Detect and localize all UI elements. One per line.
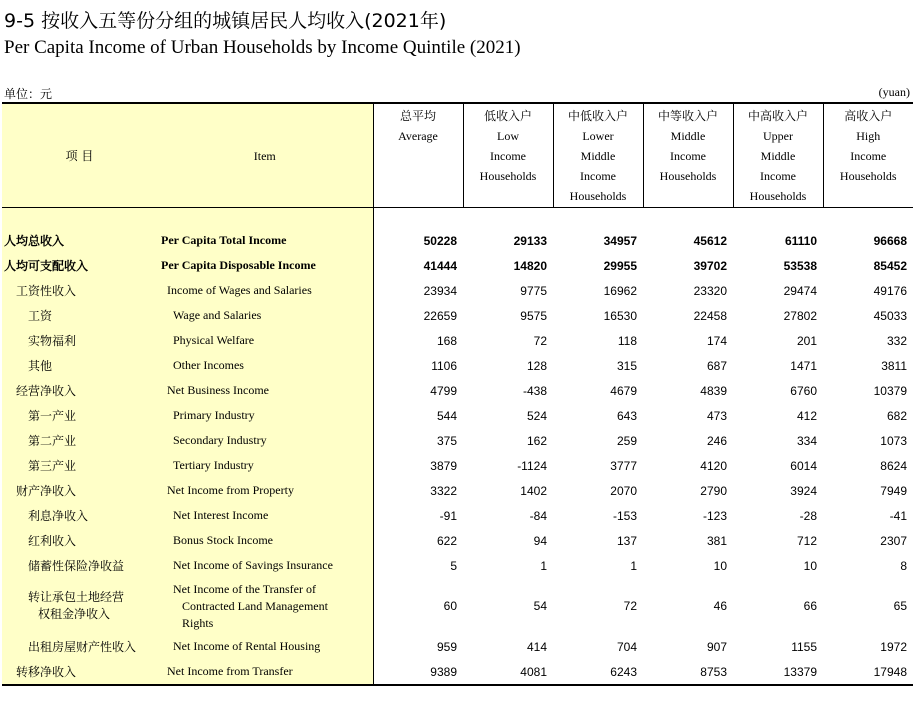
row-label-cn: 第一产业 xyxy=(2,403,157,428)
row-value: -153 xyxy=(612,508,637,523)
spacer-cell xyxy=(157,208,373,229)
unit-label-cn: 单位：元 xyxy=(4,87,53,101)
row-label-en: Other Incomes xyxy=(157,353,373,378)
header-lower-middle-income xyxy=(553,103,643,208)
row-value: 162 xyxy=(526,433,547,448)
row-label-cn: 利息净收入 xyxy=(2,503,157,528)
row-value: 34957 xyxy=(603,233,637,248)
row-value: -91 xyxy=(439,508,457,523)
table-row xyxy=(2,303,913,328)
row-label-en-line: Net Income of the Transfer of xyxy=(173,581,316,596)
row-value: 4679 xyxy=(610,383,637,398)
row-value: 201 xyxy=(796,333,817,348)
row-value: 4839 xyxy=(700,383,727,398)
header-item-en-text: Item xyxy=(253,149,276,163)
row-value: 712 xyxy=(796,533,817,548)
row-value: 412 xyxy=(796,408,817,423)
header-line: Households xyxy=(479,169,537,183)
table-row xyxy=(2,503,913,528)
row-value: 315 xyxy=(616,358,637,373)
row-value: 4120 xyxy=(700,458,727,473)
row-value: 524 xyxy=(526,408,547,423)
row-label-cn: 第二产业 xyxy=(2,428,157,453)
row-value: 1 xyxy=(630,558,637,573)
row-value: 8753 xyxy=(643,659,733,685)
table-row xyxy=(2,453,913,478)
row-label-cn xyxy=(2,578,157,634)
row-value: 1106 xyxy=(431,358,457,373)
row-value: 61110 xyxy=(784,233,817,248)
row-label-en: Bonus Stock Income xyxy=(157,528,373,553)
income-table xyxy=(2,102,913,686)
table-row xyxy=(2,659,913,685)
table-row xyxy=(2,478,913,503)
row-value: 259 xyxy=(616,433,637,448)
table-row xyxy=(2,253,913,278)
row-label-cn: 转移净收入 xyxy=(2,659,157,685)
row-label-cn: 出租房屋财产性收入 xyxy=(2,634,157,659)
table-row xyxy=(2,578,913,634)
row-value: 643 xyxy=(616,408,637,423)
row-value: 1073 xyxy=(880,433,907,448)
row-value: 381 xyxy=(706,533,727,548)
row-value: 2790 xyxy=(700,483,727,498)
header-line: Income xyxy=(850,149,887,163)
row-value: 3924 xyxy=(790,483,817,498)
row-value: 17948 xyxy=(823,659,913,685)
table-row xyxy=(2,403,913,428)
row-value: 94 xyxy=(533,533,547,548)
row-value: 13379 xyxy=(733,659,823,685)
row-value: 473 xyxy=(706,408,727,423)
header-line: 中低收入户 xyxy=(567,109,628,123)
row-value: 5 xyxy=(450,558,457,573)
row-value: 46 xyxy=(713,599,727,613)
row-value: 14820 xyxy=(513,258,547,273)
row-value: 3811 xyxy=(881,358,907,373)
header-line: 低收入户 xyxy=(483,109,532,123)
row-value: 3777 xyxy=(610,458,637,473)
row-label-en: Net Income from Property xyxy=(157,478,373,503)
row-value: 168 xyxy=(436,333,457,348)
row-value: 60 xyxy=(443,599,457,613)
row-value: 544 xyxy=(436,408,457,423)
row-value: 10 xyxy=(713,558,727,573)
row-value: 23934 xyxy=(423,283,457,298)
row-label-cn-line: 权租金净收入 xyxy=(38,607,111,621)
header-line: Households xyxy=(569,189,627,203)
row-value: -438 xyxy=(522,383,547,398)
row-label-cn: 红利收入 xyxy=(2,528,157,553)
row-label-cn: 储蓄性保险净收益 xyxy=(2,553,157,578)
row-value: 10379 xyxy=(873,383,907,398)
header-line: High xyxy=(856,129,881,143)
row-value: 85452 xyxy=(873,258,907,273)
row-value: 16962 xyxy=(603,283,637,298)
row-value: 3879 xyxy=(430,458,457,473)
row-value: 50228 xyxy=(423,233,457,248)
row-value: 29955 xyxy=(603,258,637,273)
row-label-en: Per Capita Disposable Income xyxy=(157,253,373,278)
row-label-en: Net Income of Rental Housing xyxy=(157,634,373,659)
row-value: 687 xyxy=(706,358,727,373)
table-row xyxy=(2,278,913,303)
header-high-income xyxy=(823,103,913,208)
unit-label-en: (yuan) xyxy=(878,85,910,99)
row-value: 9775 xyxy=(520,283,547,298)
row-value: -1124 xyxy=(517,458,547,473)
header-upper-middle-income xyxy=(733,103,823,208)
header-line: Low xyxy=(497,129,519,143)
row-value: 10 xyxy=(803,558,817,573)
row-label-cn: 工资 xyxy=(2,303,157,328)
row-value: 6014 xyxy=(790,458,817,473)
row-value: 1471 xyxy=(790,358,817,373)
header-line: Income xyxy=(490,149,526,163)
row-value: 72 xyxy=(623,599,637,613)
row-label-en: Per Capita Total Income xyxy=(157,228,373,253)
row-label-cn-line: 转让承包土地经营 xyxy=(28,590,125,604)
header-line: Lower xyxy=(582,129,614,143)
row-value: 9389 xyxy=(373,659,463,685)
row-value: 682 xyxy=(886,408,907,423)
header-line: 中高收入户 xyxy=(747,109,808,123)
row-value: 2307 xyxy=(880,533,907,548)
row-value: 959 xyxy=(436,639,457,654)
table-row xyxy=(2,528,913,553)
row-label-en: Net Income of Savings Insurance xyxy=(157,553,373,578)
header-line: Households xyxy=(659,169,717,183)
header-item-cn-text: 项 目 xyxy=(65,149,94,163)
row-label-cn: 人均总收入 xyxy=(2,228,157,253)
row-label-en: Income of Wages and Salaries xyxy=(157,278,373,303)
header-row xyxy=(2,103,913,208)
row-value: 39702 xyxy=(693,258,727,273)
row-value: 96668 xyxy=(873,233,907,248)
row-label-en: Net Income from Transfer xyxy=(157,659,373,685)
header-line: Middle xyxy=(670,129,706,143)
header-item-cn xyxy=(2,103,157,208)
spacer-cell xyxy=(2,208,157,229)
table-row xyxy=(2,353,913,378)
row-value: 4799 xyxy=(430,383,457,398)
header-average xyxy=(373,103,463,208)
table-row xyxy=(2,228,913,253)
row-value: 332 xyxy=(886,333,907,348)
row-label-en xyxy=(157,578,373,634)
header-item-en xyxy=(157,103,373,208)
row-value: 7949 xyxy=(880,483,907,498)
table-row xyxy=(2,328,913,353)
row-value: 375 xyxy=(436,433,457,448)
row-label-en: Wage and Salaries xyxy=(157,303,373,328)
row-value: 3322 xyxy=(430,483,457,498)
row-value: 45612 xyxy=(693,233,727,248)
header-line: 中等收入户 xyxy=(657,109,718,123)
page-title-en: Per Capita Income of Urban Households by Income Quintile (2021) xyxy=(4,37,521,58)
row-value: -84 xyxy=(529,508,547,523)
row-value: 8624 xyxy=(880,458,907,473)
header-low-income xyxy=(463,103,553,208)
header-line: Middle xyxy=(580,149,616,163)
row-value: 174 xyxy=(706,333,727,348)
row-value: 66 xyxy=(803,599,817,613)
row-value: 53538 xyxy=(783,258,817,273)
header-line: Households xyxy=(839,169,897,183)
row-value: 22659 xyxy=(423,308,457,323)
row-value: 54 xyxy=(533,599,547,613)
header-line: Income xyxy=(580,169,616,183)
row-value: 6760 xyxy=(790,383,817,398)
header-line: Income xyxy=(760,169,796,183)
header-line: Middle xyxy=(760,149,796,163)
row-value: 49176 xyxy=(873,283,907,298)
row-label-cn: 实物福利 xyxy=(2,328,157,353)
row-label-cn: 其他 xyxy=(2,353,157,378)
row-value: 1402 xyxy=(520,483,547,498)
row-label-en: Secondary Industry xyxy=(157,428,373,453)
row-value: -28 xyxy=(799,508,817,523)
row-value: -41 xyxy=(889,508,907,523)
row-value: 41444 xyxy=(423,258,457,273)
row-value: 29133 xyxy=(513,233,547,248)
row-label-cn: 经营净收入 xyxy=(2,378,157,403)
row-label-en: Net Business Income xyxy=(157,378,373,403)
row-value: 8 xyxy=(900,558,907,573)
row-value: 1972 xyxy=(880,639,907,654)
row-value: 23320 xyxy=(693,283,727,298)
row-value: 118 xyxy=(617,333,637,348)
row-value: 27802 xyxy=(783,308,817,323)
row-label-en-line: Contracted Land Management xyxy=(182,598,328,613)
row-value: 414 xyxy=(526,639,547,654)
row-value: 22458 xyxy=(693,308,727,323)
row-value: 334 xyxy=(796,433,817,448)
row-value: 907 xyxy=(706,639,727,654)
row-value: 65 xyxy=(893,599,907,613)
row-value: 1155 xyxy=(791,639,817,654)
row-label-en: Physical Welfare xyxy=(157,328,373,353)
row-value: 622 xyxy=(436,533,457,548)
row-value: 4081 xyxy=(463,659,553,685)
row-value: 45033 xyxy=(873,308,907,323)
row-value: 9575 xyxy=(520,308,547,323)
header-line: Households xyxy=(749,189,807,203)
header-line: Upper xyxy=(763,129,793,143)
row-value: 137 xyxy=(616,533,637,548)
row-label-cn: 第三产业 xyxy=(2,453,157,478)
row-value: 1 xyxy=(540,558,547,573)
header-line: Average xyxy=(398,129,438,143)
row-value: 128 xyxy=(526,358,547,373)
spacer-row xyxy=(2,208,913,229)
row-label-cn: 工资性收入 xyxy=(2,278,157,303)
row-label-en-line: Rights xyxy=(182,615,214,630)
header-line: 总平均 xyxy=(399,109,436,123)
table-row xyxy=(2,553,913,578)
row-value: 29474 xyxy=(783,283,817,298)
row-value: -123 xyxy=(702,508,727,523)
table-row xyxy=(2,634,913,659)
row-value: 6243 xyxy=(553,659,643,685)
row-value: 16530 xyxy=(603,308,637,323)
row-label-cn: 人均可支配收入 xyxy=(2,253,157,278)
row-label-cn: 财产净收入 xyxy=(2,478,157,503)
row-value: 246 xyxy=(706,433,727,448)
row-value: 704 xyxy=(616,639,637,654)
table-row xyxy=(2,428,913,453)
spacer-cell xyxy=(373,208,913,229)
table-row xyxy=(2,378,913,403)
header-line: Income xyxy=(670,149,706,163)
row-label-en: Net Interest Income xyxy=(157,503,373,528)
page-title-cn: 9-5 按收入五等份分组的城镇居民人均收入(2021年) xyxy=(4,10,447,32)
row-label-en: Tertiary Industry xyxy=(157,453,373,478)
header-line: 高收入户 xyxy=(844,109,893,123)
header-middle-income xyxy=(643,103,733,208)
row-value: 72 xyxy=(533,333,547,348)
row-value: 2070 xyxy=(610,483,637,498)
row-label-en: Primary Industry xyxy=(157,403,373,428)
